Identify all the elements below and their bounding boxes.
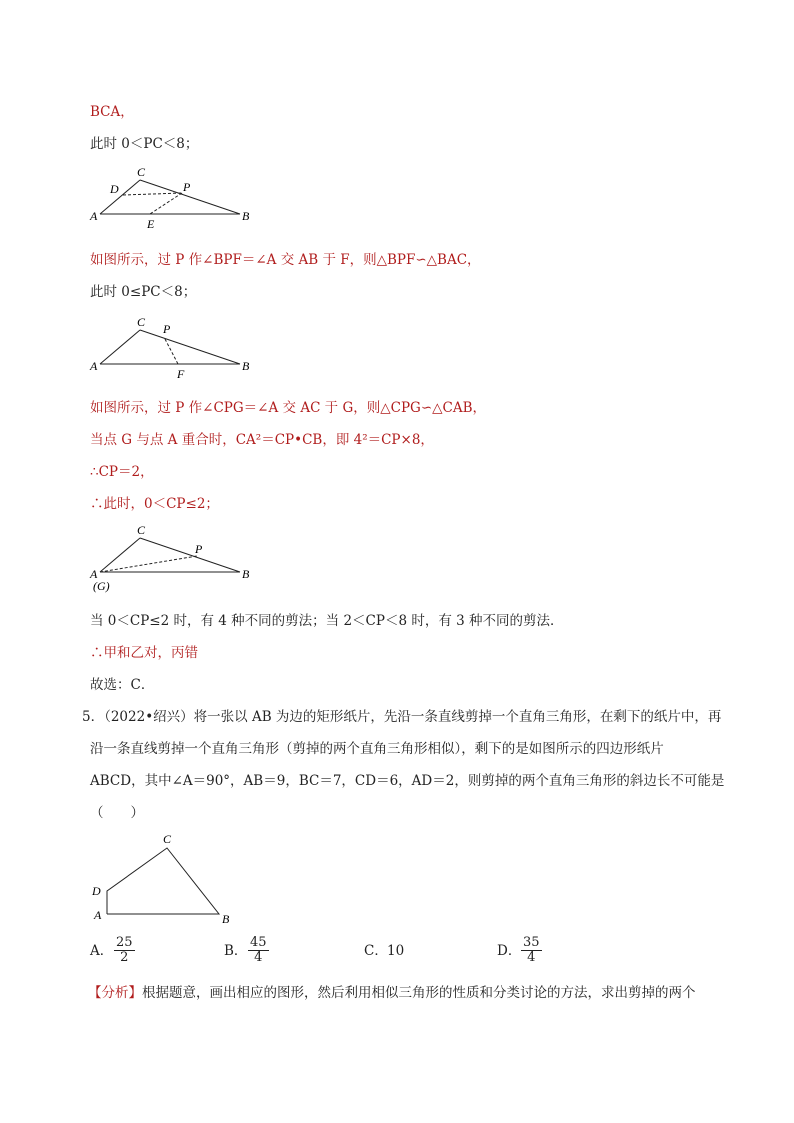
fig2-label-a: A bbox=[90, 359, 98, 373]
q5-line-3: ABCD，其中∠A＝90°，AB＝9，BC＝7，CD＝6，AD＝2，则剪掉的两个直角三角形的斜边长不可能是 bbox=[90, 773, 725, 789]
sol-line-10: ∴甲和乙对，丙错 bbox=[90, 645, 198, 661]
option-b-label[interactable]: B． bbox=[224, 943, 248, 959]
sol-line-6: 当点 G 与点 A 重合时，CA²＝CP•CB，即 4²＝CP×8， bbox=[90, 432, 434, 448]
fig3-label-b: B bbox=[242, 567, 250, 581]
fig3-label-p: P bbox=[195, 542, 203, 556]
fig4-label-c: C bbox=[163, 832, 172, 846]
figure-4 bbox=[85, 828, 245, 928]
option-d-fraction[interactable] bbox=[521, 936, 542, 965]
q5-line-1: 5．（2022•绍兴）将一张以 AB 为边的矩形纸片，先沿一条直线剪掉一个直角三角形，在剩下的纸片中，再 bbox=[82, 709, 722, 725]
fig4-label-d: D bbox=[92, 884, 101, 898]
analysis-line bbox=[88, 984, 696, 1002]
fig3-label-c: C bbox=[137, 523, 146, 537]
option-c-label[interactable]: C． bbox=[364, 943, 388, 959]
fig3-label-a: A bbox=[90, 567, 98, 581]
analysis-tag: 【分析】 bbox=[88, 985, 142, 1001]
fig2-label-b: B bbox=[242, 359, 250, 373]
option-d-label[interactable]: D． bbox=[497, 943, 522, 959]
fig3-label-g: (G) bbox=[93, 579, 110, 593]
option-b-fraction[interactable] bbox=[248, 936, 269, 965]
option-b-denominator: 4 bbox=[254, 950, 263, 965]
fig1-label-p: P bbox=[183, 180, 191, 194]
fig1-label-e: E bbox=[147, 217, 155, 231]
fig1-label-a: A bbox=[90, 209, 98, 223]
fig1-label-d: D bbox=[110, 182, 119, 196]
q5-line-2: 沿一条直线剪掉一个直角三角形（剪掉的两个直角三角形相似），剩下的是如图所示的四边形纸片 bbox=[90, 741, 664, 757]
fig2-label-p: P bbox=[163, 322, 171, 336]
option-b-numerator: 45 bbox=[250, 935, 267, 950]
figure-1 bbox=[85, 162, 265, 234]
figure-2 bbox=[85, 312, 265, 384]
analysis-text: 根据题意，画出相应的图形，然后利用相似三角形的性质和分类讨论的方法，求出剪掉的两个 bbox=[142, 985, 696, 1001]
option-a-denominator: 2 bbox=[120, 950, 129, 965]
option-d-numerator: 35 bbox=[523, 935, 540, 950]
option-d-denominator: 4 bbox=[527, 950, 536, 965]
fig2-label-c: C bbox=[137, 315, 146, 329]
sol-line-1: BCA， bbox=[90, 104, 134, 120]
sol-line-7: ∴CP＝2， bbox=[90, 464, 154, 480]
fig1-label-c: C bbox=[137, 165, 146, 179]
sol-line-11: 故选：C． bbox=[90, 677, 155, 693]
q5-line-4: （ ） bbox=[90, 805, 144, 821]
option-c-value: 10 bbox=[387, 943, 405, 959]
figure-3 bbox=[85, 520, 265, 598]
sol-line-8: ∴此时，0＜CP≤2； bbox=[90, 496, 219, 512]
sol-line-4: 此时 0≤PC＜8； bbox=[90, 284, 197, 300]
option-a-label[interactable]: A． bbox=[90, 943, 114, 959]
fig2-label-f: F bbox=[177, 367, 185, 381]
fig4-label-a: A bbox=[94, 908, 102, 922]
fig4-label-b: B bbox=[222, 912, 230, 926]
sol-line-5: 如图所示，过 P 作∠CPG＝∠A 交 AC 于 G，则△CPG∽△CAB， bbox=[90, 400, 487, 416]
sol-line-9: 当 0＜CP≤2 时，有 4 种不同的剪法；当 2＜CP＜8 时，有 3 种不同的剪法． bbox=[90, 613, 564, 629]
sol-line-3: 如图所示，过 P 作∠BPF＝∠A 交 AB 于 F，则△BPF∽△BAC， bbox=[90, 252, 481, 268]
option-a-fraction[interactable] bbox=[114, 936, 135, 965]
sol-line-2: 此时 0＜PC＜8； bbox=[90, 136, 199, 152]
fig1-label-b: B bbox=[242, 209, 250, 223]
option-a-numerator: 25 bbox=[116, 935, 133, 950]
